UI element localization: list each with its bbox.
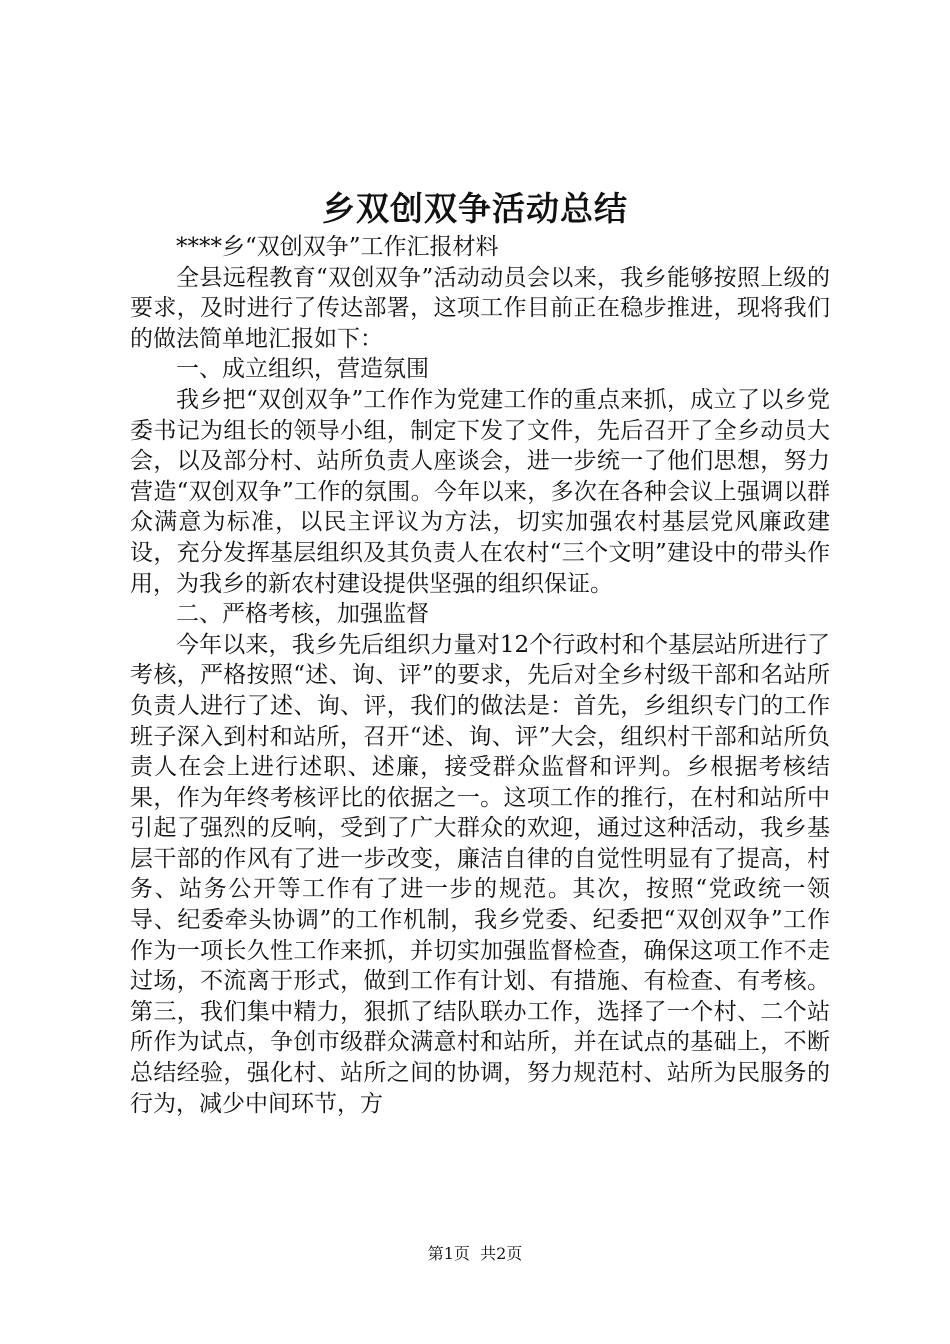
section-heading-1: 一、成立组织，营造氛围 bbox=[176, 356, 429, 383]
footer-spacer bbox=[470, 1244, 480, 1263]
page-total: 共2页 bbox=[480, 1244, 523, 1263]
document-title: 乡双创双争活动总结 bbox=[322, 189, 628, 228]
section-2-paragraph: 今年以来，我乡先后组织力量对12个行政村和个基层站所进行了考核，严格按照“述、询、评”的要求，先后对全乡村级干部和名站所负责人进行了述、询、评，我们的做法是：首先，乡组织专门的工作班子深入到村和站所，召开“述、询、评”大会，组织村干部和站所负责人在会上进行述职、述廉，接受群众监督和评判。乡根据考核结果，作为年终考核评比的依据之一。这项工作的推行，在村和站所中引起了强烈的反响，受到了广大群众的欢迎，通过这种活动，我乡基层干部的作风有了进一步改变，廉洁自律的自觉性明显有了提高，村务、站务公开等工作有了进一步的规范。其次，按照“党政统一领导、纪委牵头协调”的工作机制，我乡党委、纪委把“双创双争”工作作为一项长久性工作来抓，并切实加强监督检查，确保这项工作不走过场，不流离于形式，做到工作有计划、有措施、有检查、有考核。第三，我们集中精力，狠抓了结队联办工作，选择了一个村、二个站所作为试点，争创市级群众满意村和站所，并在试点的基础上，不断总结经验，强化村、站所之间的协调，努力规范村、站所为民服务的行为，减少中间环节，方 bbox=[130, 631, 830, 1117]
section-heading-2: 二、严格考核，加强监督 bbox=[176, 601, 429, 628]
document-body bbox=[130, 232, 830, 1119]
page-number: 第1页 bbox=[427, 1244, 470, 1263]
page-footer bbox=[0, 1243, 950, 1265]
subtitle-paragraph: ****乡“双创双争”工作汇报材料 bbox=[176, 234, 499, 260]
section-1-paragraph: 我乡把“双创双争”工作作为党建工作的重点来抓，成立了以乡党委书记为组长的领导小组，制定下发了文件，先后召开了全乡动员大会，以及部分村、站所负责人座谈会，进一步统一了他们思想，努力营造“双创双争”工作的氛围。今年以来，多次在各种会议上强调以群众满意为标准，以民主评议为方法，切实加强农村基层党风廉政建设，充分发挥基层组织及其负责人在农村“三个文明”建设中的带头作用，为我乡的新农村建设提供坚强的组织保证。 bbox=[130, 386, 830, 597]
intro-paragraph: 全县远程教育“双创双争”活动动员会以来，我乡能够按照上级的要求，及时进行了传达部署，这项工作目前正在稳步推进，现将我们的做法简单地汇报如下： bbox=[130, 264, 830, 352]
